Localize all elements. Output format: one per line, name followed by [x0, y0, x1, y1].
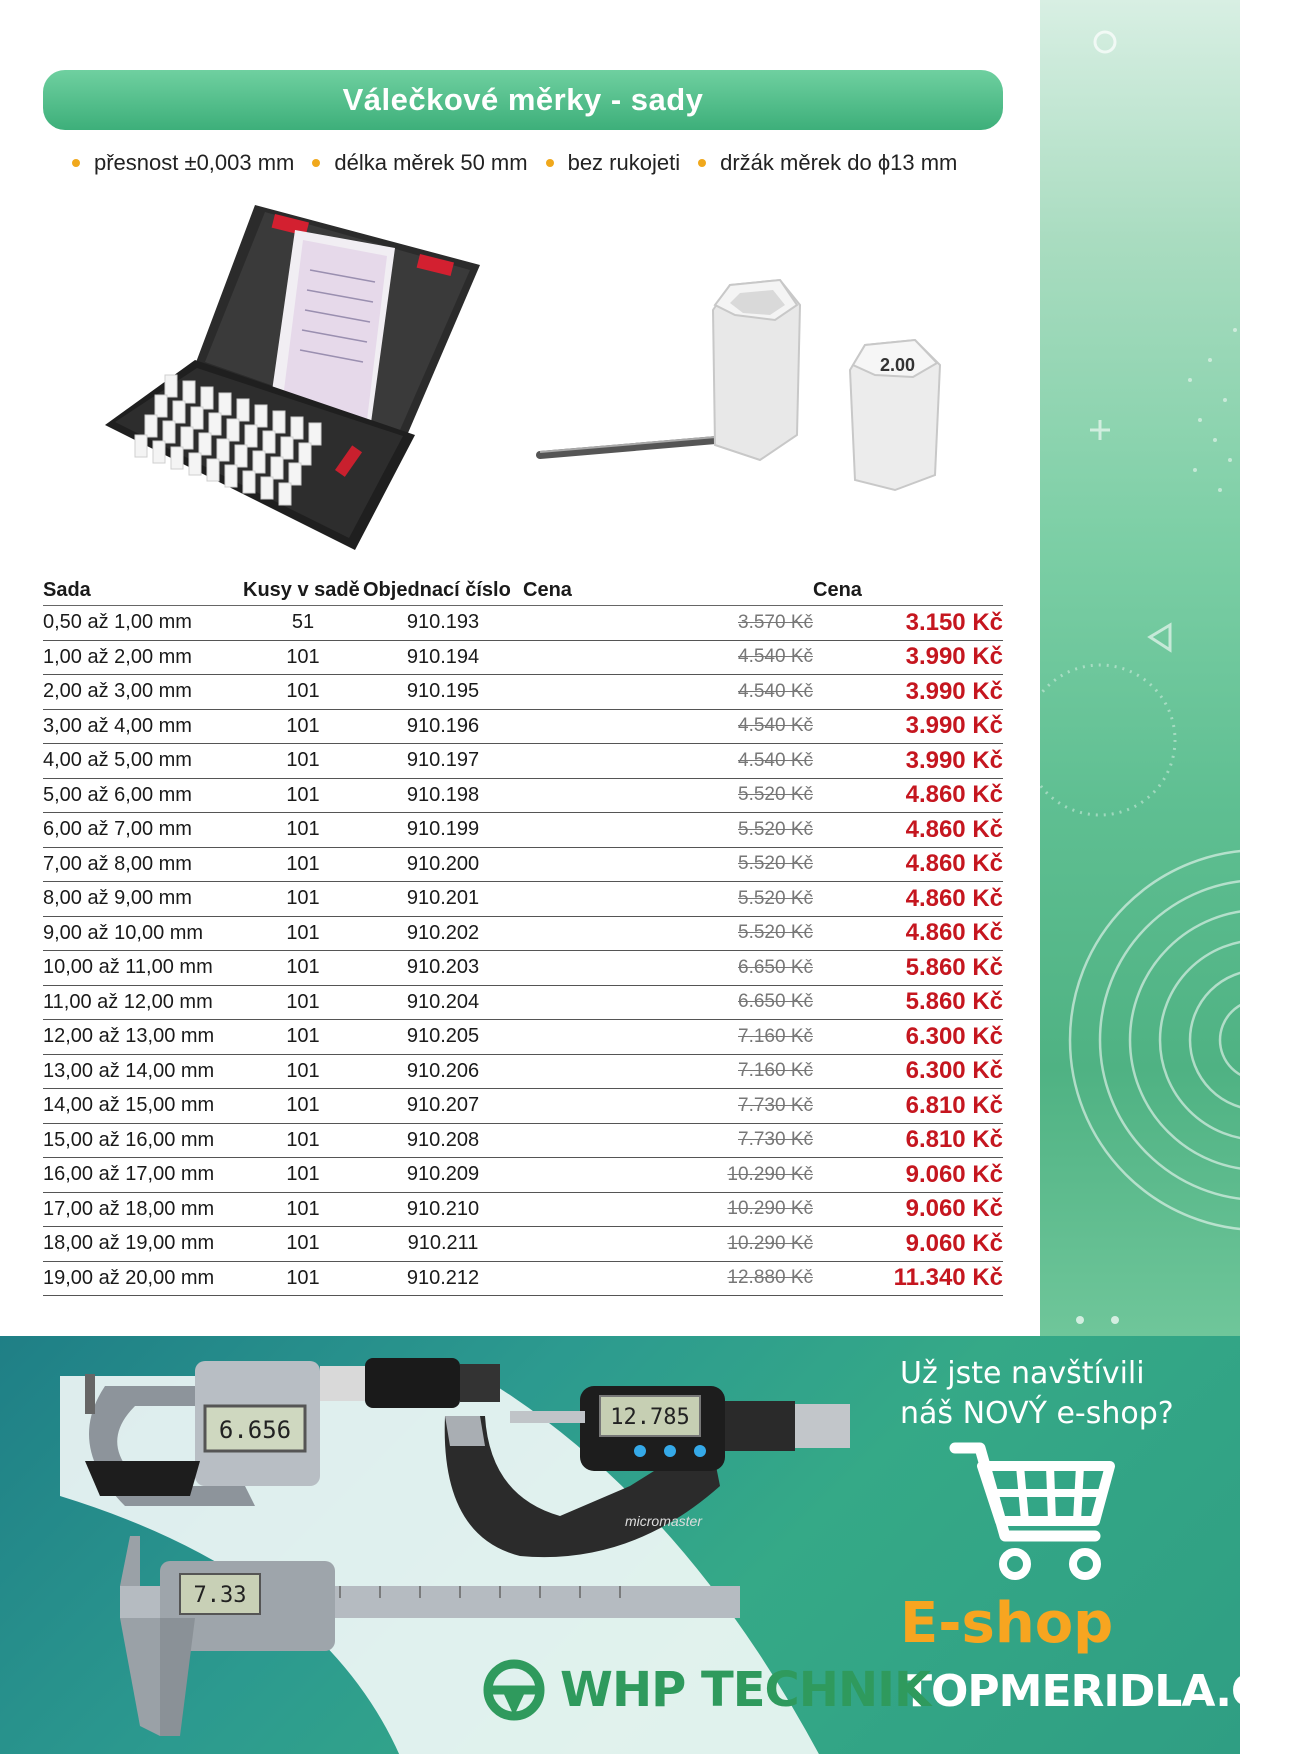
quantity-cell: 101	[243, 1261, 363, 1296]
feature-text: držák měrek do ϕ13 mm	[720, 150, 958, 175]
table-row	[43, 709, 1003, 744]
quantity-cell: 101	[243, 675, 363, 710]
new-price-cell: 3.990 Kč	[813, 640, 1003, 675]
set-range-cell: 10,00 až 11,00 mm	[43, 951, 243, 986]
set-range-cell: 9,00 až 10,00 mm	[43, 916, 243, 951]
new-price-cell: 4.860 Kč	[813, 916, 1003, 951]
new-price-cell: 3.150 Kč	[813, 606, 1003, 641]
old-price-cell: 10.290 Kč	[523, 1227, 813, 1262]
set-range-cell: 8,00 až 9,00 mm	[43, 882, 243, 917]
old-price-cell: 7.160 Kč	[523, 1054, 813, 1089]
table-row	[43, 744, 1003, 779]
old-price-cell: 5.520 Kč	[523, 882, 813, 917]
feature-text: délka měrek 50 mm	[334, 150, 528, 175]
order-number-cell: 910.195	[363, 675, 523, 710]
table-row	[43, 1158, 1003, 1193]
quantity-cell: 101	[243, 1054, 363, 1089]
quantity-cell: 101	[243, 709, 363, 744]
order-number-cell: 910.210	[363, 1192, 523, 1227]
pin-size-label: 2.00	[880, 355, 916, 375]
old-price-cell: 10.290 Kč	[523, 1192, 813, 1227]
old-price-cell: 7.730 Kč	[523, 1089, 813, 1124]
eshop-banner[interactable]	[0, 1336, 1293, 1754]
new-price-cell: 4.860 Kč	[813, 778, 1003, 813]
page-title: Válečkové měrky - sady	[342, 82, 704, 117]
new-price-cell: 3.990 Kč	[813, 709, 1003, 744]
order-number-cell: 910.204	[363, 985, 523, 1020]
order-number-cell: 910.194	[363, 640, 523, 675]
new-price-cell: 4.860 Kč	[813, 813, 1003, 848]
quantity-cell: 101	[243, 1020, 363, 1055]
order-number-cell: 910.200	[363, 847, 523, 882]
feature-item	[72, 150, 294, 176]
bullet-icon	[72, 159, 80, 167]
set-range-cell: 18,00 až 19,00 mm	[43, 1227, 243, 1262]
feature-text: přesnost ±0,003 mm	[94, 150, 295, 175]
new-price-cell: 6.810 Kč	[813, 1123, 1003, 1158]
feature-item	[546, 150, 681, 176]
set-range-cell: 7,00 až 8,00 mm	[43, 847, 243, 882]
order-number-cell: 910.198	[363, 778, 523, 813]
quantity-cell: 101	[243, 778, 363, 813]
decorative-side-strip	[1040, 0, 1240, 1336]
quantity-cell: 101	[243, 951, 363, 986]
table-row	[43, 951, 1003, 986]
set-range-cell: 11,00 až 12,00 mm	[43, 985, 243, 1020]
order-number-cell: 910.212	[363, 1261, 523, 1296]
new-price-cell: 11.340 Kč	[813, 1261, 1003, 1296]
quantity-cell: 101	[243, 882, 363, 917]
table-row	[43, 1123, 1003, 1158]
eshop-label: E-shop	[900, 1591, 1114, 1656]
banner-line-2: náš NOVÝ e-shop?	[900, 1396, 1174, 1431]
old-price-cell: 5.520 Kč	[523, 813, 813, 848]
quantity-cell: 51	[243, 606, 363, 641]
quantity-cell: 101	[243, 985, 363, 1020]
old-price-cell: 4.540 Kč	[523, 709, 813, 744]
table-header-row	[43, 575, 1003, 606]
set-range-cell: 6,00 až 7,00 mm	[43, 813, 243, 848]
bullet-icon	[546, 159, 554, 167]
micromaster-label: micromaster	[625, 1513, 703, 1529]
header-set: Sada	[43, 575, 243, 606]
table-row	[43, 675, 1003, 710]
table-row	[43, 882, 1003, 917]
new-price-cell: 4.860 Kč	[813, 847, 1003, 882]
order-number-cell: 910.209	[363, 1158, 523, 1193]
old-price-cell: 5.520 Kč	[523, 916, 813, 951]
new-price-cell: 9.060 Kč	[813, 1227, 1003, 1262]
old-price-cell: 4.540 Kč	[523, 675, 813, 710]
set-range-cell: 5,00 až 6,00 mm	[43, 778, 243, 813]
new-price-cell: 9.060 Kč	[813, 1158, 1003, 1193]
table-row	[43, 813, 1003, 848]
quantity-cell: 101	[243, 640, 363, 675]
table-row	[43, 1089, 1003, 1124]
set-range-cell: 15,00 až 16,00 mm	[43, 1123, 243, 1158]
micromaster-display: 12.785	[610, 1405, 690, 1430]
old-price-cell: 5.520 Kč	[523, 847, 813, 882]
order-number-cell: 910.196	[363, 709, 523, 744]
order-number-cell: 910.199	[363, 813, 523, 848]
new-price-cell: 4.860 Kč	[813, 882, 1003, 917]
set-range-cell: 0,50 až 1,00 mm	[43, 606, 243, 641]
old-price-cell: 4.540 Kč	[523, 744, 813, 779]
old-price-cell: 6.650 Kč	[523, 951, 813, 986]
order-number-cell: 910.205	[363, 1020, 523, 1055]
feature-item	[312, 150, 527, 176]
old-price-cell: 5.520 Kč	[523, 778, 813, 813]
whp-logo-icon	[482, 1658, 546, 1722]
set-range-cell: 12,00 až 13,00 mm	[43, 1020, 243, 1055]
table-row	[43, 847, 1003, 882]
table-row	[43, 1227, 1003, 1262]
table-row	[43, 606, 1003, 641]
table-row	[43, 640, 1003, 675]
order-number-cell: 910.211	[363, 1227, 523, 1262]
gauge-case-image	[105, 200, 485, 560]
table-row	[43, 985, 1003, 1020]
set-range-cell: 2,00 až 3,00 mm	[43, 675, 243, 710]
order-number-cell: 910.201	[363, 882, 523, 917]
set-range-cell: 3,00 až 4,00 mm	[43, 709, 243, 744]
old-price-cell: 3.570 Kč	[523, 606, 813, 641]
header-quantity: Kusy v sadě	[243, 575, 363, 606]
order-number-cell: 910.203	[363, 951, 523, 986]
order-number-cell: 910.193	[363, 606, 523, 641]
old-price-cell: 4.540 Kč	[523, 640, 813, 675]
old-price-cell: 7.730 Kč	[523, 1123, 813, 1158]
old-price-cell: 12.880 Kč	[523, 1261, 813, 1296]
set-range-cell: 1,00 až 2,00 mm	[43, 640, 243, 675]
new-price-cell: 6.810 Kč	[813, 1089, 1003, 1124]
header-new-price: Cena	[813, 575, 1003, 606]
quantity-cell: 101	[243, 1123, 363, 1158]
feature-list	[72, 150, 1012, 176]
order-number-cell: 910.207	[363, 1089, 523, 1124]
banner-question	[900, 1354, 1174, 1434]
old-price-cell: 7.160 Kč	[523, 1020, 813, 1055]
set-range-cell: 16,00 až 17,00 mm	[43, 1158, 243, 1193]
table-row	[43, 1020, 1003, 1055]
header-order-number: Objednací číslo	[363, 575, 523, 606]
table-row	[43, 778, 1003, 813]
set-range-cell: 13,00 až 14,00 mm	[43, 1054, 243, 1089]
set-range-cell: 17,00 až 18,00 mm	[43, 1192, 243, 1227]
banner-line-1: Už jste navštívili	[900, 1356, 1145, 1391]
price-table	[43, 575, 1003, 1296]
eshop-domain-link[interactable]: TOPMERIDLA.CZ	[902, 1666, 1293, 1717]
table-row	[43, 916, 1003, 951]
quantity-cell: 101	[243, 1192, 363, 1227]
title-banner	[43, 70, 1003, 130]
quantity-cell: 101	[243, 1227, 363, 1262]
new-price-cell: 9.060 Kč	[813, 1192, 1003, 1227]
quantity-cell: 101	[243, 1089, 363, 1124]
order-number-cell: 910.206	[363, 1054, 523, 1089]
caliper-display: 7.33	[193, 1583, 247, 1608]
new-price-cell: 3.990 Kč	[813, 744, 1003, 779]
set-range-cell: 4,00 až 5,00 mm	[43, 744, 243, 779]
quantity-cell: 101	[243, 813, 363, 848]
new-price-cell: 6.300 Kč	[813, 1020, 1003, 1055]
shopping-cart-icon	[950, 1436, 1120, 1586]
table-row	[43, 1054, 1003, 1089]
gauge-pin-image	[535, 265, 955, 495]
micrometer-display: 6.656	[218, 1416, 292, 1444]
bullet-icon	[698, 159, 706, 167]
quantity-cell: 101	[243, 847, 363, 882]
order-number-cell: 910.197	[363, 744, 523, 779]
order-number-cell: 910.208	[363, 1123, 523, 1158]
quantity-cell: 101	[243, 744, 363, 779]
table-row	[43, 1192, 1003, 1227]
set-range-cell: 19,00 až 20,00 mm	[43, 1261, 243, 1296]
old-price-cell: 6.650 Kč	[523, 985, 813, 1020]
bullet-icon	[312, 159, 320, 167]
old-price-cell: 10.290 Kč	[523, 1158, 813, 1193]
table-row	[43, 1261, 1003, 1296]
feature-text: bez rukojeti	[567, 150, 681, 175]
header-old-price: Cena	[523, 575, 813, 606]
new-price-cell: 3.990 Kč	[813, 675, 1003, 710]
order-number-cell: 910.202	[363, 916, 523, 951]
feature-item	[698, 150, 957, 176]
set-range-cell: 14,00 až 15,00 mm	[43, 1089, 243, 1124]
quantity-cell: 101	[243, 916, 363, 951]
whp-technik-logo	[482, 1658, 930, 1722]
quantity-cell: 101	[243, 1158, 363, 1193]
new-price-cell: 5.860 Kč	[813, 951, 1003, 986]
brand-name: WHP TECHNIK	[560, 1662, 931, 1718]
new-price-cell: 5.860 Kč	[813, 985, 1003, 1020]
new-price-cell: 6.300 Kč	[813, 1054, 1003, 1089]
